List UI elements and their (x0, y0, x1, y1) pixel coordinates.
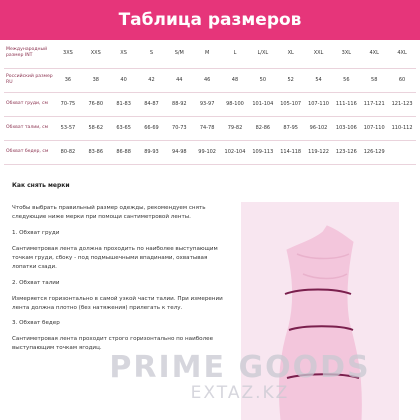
table-row (4, 140, 416, 164)
table-cell: 123-126 (332, 140, 360, 164)
table-cell: 4XL (360, 38, 388, 68)
table-cell: 96-102 (305, 116, 333, 140)
table-cell: 70-73 (165, 116, 193, 140)
table-cell: 110-112 (388, 116, 416, 140)
table-row (4, 38, 416, 68)
table-cell: XS (110, 38, 138, 68)
page-header (0, 0, 420, 40)
table-cell: 63-65 (110, 116, 138, 140)
table-cell: L (221, 38, 249, 68)
table-cell: 3XL (332, 38, 360, 68)
table-cell: 46 (193, 68, 221, 92)
table-cell: 107-110 (360, 116, 388, 140)
table-cell: 44 (165, 68, 193, 92)
table-cell: 54 (305, 68, 333, 92)
table-cell: 88-92 (165, 92, 193, 116)
watermark (60, 350, 420, 403)
table-cell: S/M (165, 38, 193, 68)
table-cell: 119-122 (305, 140, 333, 164)
row-label: Обхват груди, см (4, 92, 54, 116)
table-cell: 80-82 (54, 140, 82, 164)
hips-heading: 3. Обхват бедер (12, 320, 60, 327)
waist-heading: 2. Обхват талии (12, 279, 60, 286)
table-cell: 99-102 (193, 140, 221, 164)
bust-heading: 1. Обхват груди (12, 229, 60, 236)
table-cell: 38 (82, 68, 110, 92)
table-cell: 76-80 (82, 92, 110, 116)
table-cell: 4XL (388, 38, 416, 68)
table-cell: S (138, 38, 166, 68)
table-cell: 87-95 (277, 116, 305, 140)
table-cell: 114-118 (277, 140, 305, 164)
watermark-brand: PRIME GOODS (109, 350, 371, 385)
table-cell: XXS (82, 38, 110, 68)
table-cell: 107-110 (305, 92, 333, 116)
table-cell: 105-107 (277, 92, 305, 116)
table-cell: 3XS (54, 38, 82, 68)
table-row (4, 116, 416, 140)
table-cell: 117-121 (360, 92, 388, 116)
row-label: Обхват бедер, см (4, 140, 54, 164)
table-cell: 53-57 (54, 116, 82, 140)
table-cell: 60 (388, 68, 416, 92)
table-cell: L/XL (249, 38, 277, 68)
table-cell: 52 (277, 68, 305, 92)
table-cell: 74-78 (193, 116, 221, 140)
table-cell: 58-62 (82, 116, 110, 140)
bust-text: Сантиметровая лента должна проходить по наиболее выступающим точкам груди, сбоку - под подмышечными впадинами, охватывая лопатки сзади. (12, 245, 218, 270)
waist-text: Измеряется горизонтально в самой узкой части талии. При измерении лента должна плотно (без натяжения) прилегать к телу. (12, 295, 223, 311)
hips-text: Сантиметровая лента проходит строго горизонтально по наиболее выступающим точкам ягодиц. (12, 336, 214, 352)
table-cell: XL (277, 38, 305, 68)
table-cell: 126-129 (360, 140, 388, 164)
size-table (4, 38, 416, 165)
measure-title: Как снять мерки (12, 182, 70, 189)
table-cell: 70-75 (54, 92, 82, 116)
table-cell: 111-116 (332, 92, 360, 116)
table-cell: 109-113 (249, 140, 277, 164)
table-row (4, 68, 416, 92)
table-cell: 103-106 (332, 116, 360, 140)
page-title: Таблица размеров (118, 10, 302, 30)
table-cell: 36 (54, 68, 82, 92)
row-label: Российский размер RU (4, 68, 54, 92)
table-cell: 83-86 (82, 140, 110, 164)
table-cell: 50 (249, 68, 277, 92)
table-cell: 79-82 (221, 116, 249, 140)
watermark-site: EXTAZ.KZ (190, 383, 290, 403)
table-cell: 58 (360, 68, 388, 92)
intro-text: Чтобы выбрать правильный размер одежды, рекомендуем снять следующие ниже мерки при помощи сантиметровой ленты. (12, 205, 206, 220)
table-cell: 121-123 (388, 92, 416, 116)
table-cell: 89-93 (138, 140, 166, 164)
table-cell: 94-98 (165, 140, 193, 164)
table-cell: M (193, 38, 221, 68)
table-cell: 101-104 (249, 92, 277, 116)
table-cell: 84-87 (138, 92, 166, 116)
table-cell: 86-88 (110, 140, 138, 164)
row-label: Обхват талии, см (4, 116, 54, 140)
table-cell: 82-86 (249, 116, 277, 140)
row-label: Международный размер INT (4, 38, 54, 68)
table-cell: 102-104 (221, 140, 249, 164)
measure-instructions (12, 204, 230, 360)
table-cell: XXL (305, 38, 333, 68)
table-cell: 81-83 (110, 92, 138, 116)
table-cell: 40 (110, 68, 138, 92)
table-cell: 93-97 (193, 92, 221, 116)
table-cell: 56 (332, 68, 360, 92)
table-cell: 42 (138, 68, 166, 92)
table-cell: 66-69 (138, 116, 166, 140)
table-cell (388, 140, 416, 164)
table-cell: 48 (221, 68, 249, 92)
table-row (4, 92, 416, 116)
table-cell: 98-100 (221, 92, 249, 116)
